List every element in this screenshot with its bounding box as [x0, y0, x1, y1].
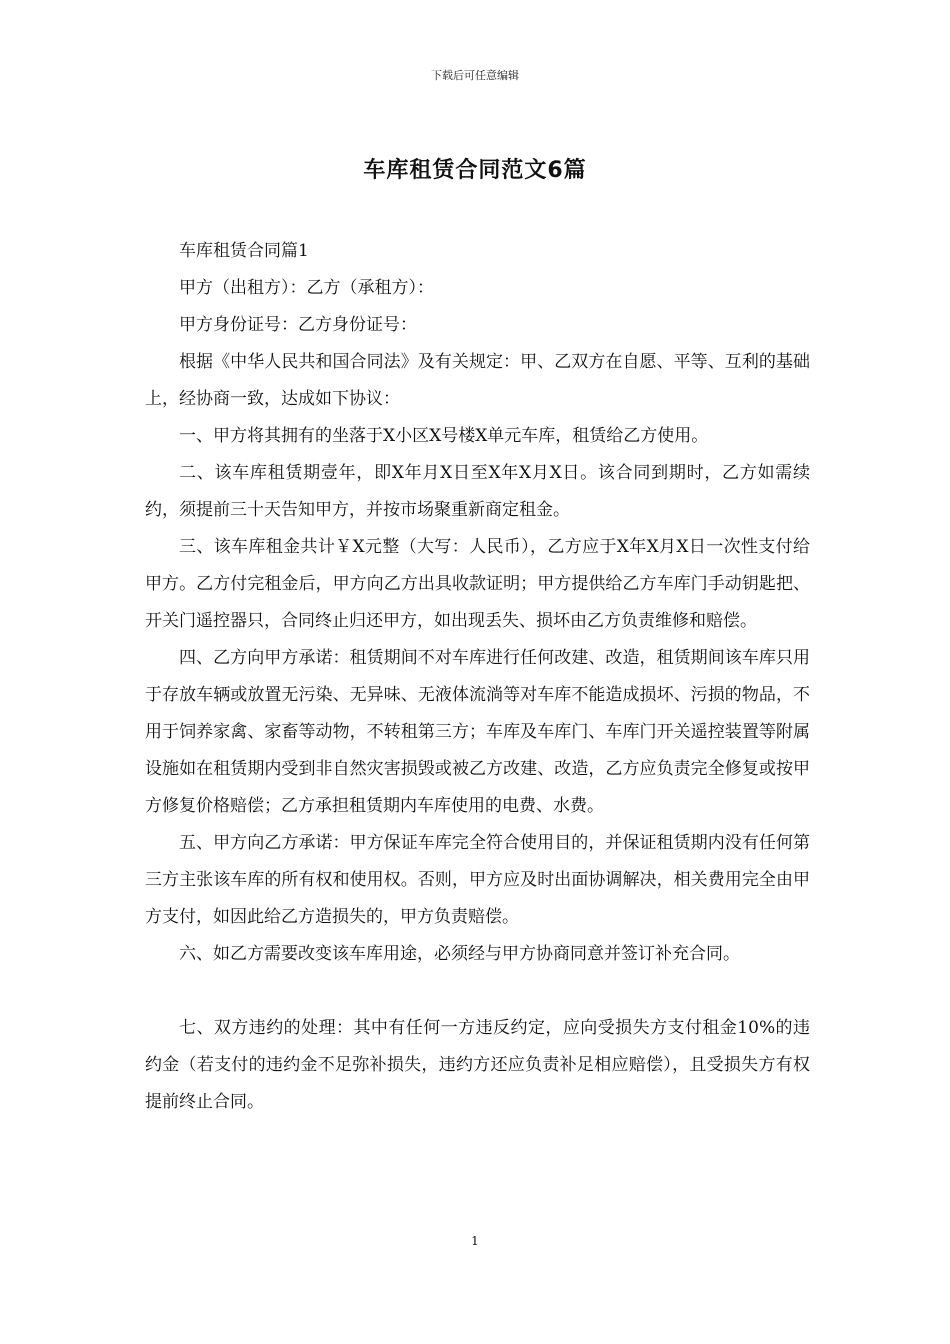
header-note: 下载后可任意编辑 — [431, 69, 519, 82]
clause-7: 七、双方违约的处理：其中有任何一方违反约定，应向受损失方支付租金10%的违约金（若支付的违约金不足弥补损失，违约方还应负责补足相应赔偿），且受损失方有权提前终止合同。 — [145, 1018, 810, 1112]
document-title: 车库租赁合同范文6篇 — [363, 158, 587, 183]
section-heading: 车库租赁合同篇1 — [179, 241, 309, 261]
preamble-paragraph: 根据《中华人民共和国合同法》及有关规定：甲、乙双方在自愿、平等、互利的基础上，经协商一致，达成如下协议： — [145, 352, 810, 409]
clause-4: 四、乙方向甲方承诺：租赁期间不对车库进行任何改建、改造，租赁期间该车库只用于存放车辆或放置无污染、无异味、无液体流淌等对车库不能造成损坏、污损的物品，不用于饲养家禽、家畜等动物，不转租第三方；车库及车库门、车库门开关遥控装置等附属设施如在租赁期内受到非自然灾害损毁或被乙方改建、改造，乙方应负责完全修复或按甲方修复价格赔偿；乙方承担租赁期内车库使用的电费、水费。 — [145, 648, 810, 816]
clause-1: 一、甲方将其拥有的坐落于X小区X号楼X单元车库，租赁给乙方使用。 — [179, 426, 709, 446]
clause-3: 三、该车库租金共计￥X元整（大写：人民币），乙方应于X年X月X日一次性支付给甲方。乙方付完租金后，甲方向乙方出具收款证明；甲方提供给乙方车库门手动钥匙把、开关门遥控器只，合同终止归还甲方，如出现丢失、损坏由乙方负责维修和赔偿。 — [145, 537, 810, 631]
clause-2: 二、该车库租赁期壹年，即X年月X日至X年X月X日。该合同到期时，乙方如需续约，须提前三十天告知甲方，并按市场聚重新商定租金。 — [145, 463, 810, 520]
id-line: 甲方身份证号：乙方身份证号： — [179, 315, 417, 335]
clause-6: 六、如乙方需要改变该车库用途，必须经与甲方协商同意并签订补充合同。 — [179, 944, 740, 964]
page-number: 1 — [471, 1234, 479, 1248]
clause-5: 五、甲方向乙方承诺：甲方保证车库完全符合使用目的，并保证租赁期内没有任何第三方主张该车库的所有权和使用权。否则，甲方应及时出面协调解决，相关费用完全由甲方支付，如因此给乙方造损失的，甲方负责赔偿。 — [145, 833, 810, 927]
document-body — [145, 233, 810, 1121]
party-line: 甲方（出租方）：乙方（承租方）： — [179, 278, 434, 298]
